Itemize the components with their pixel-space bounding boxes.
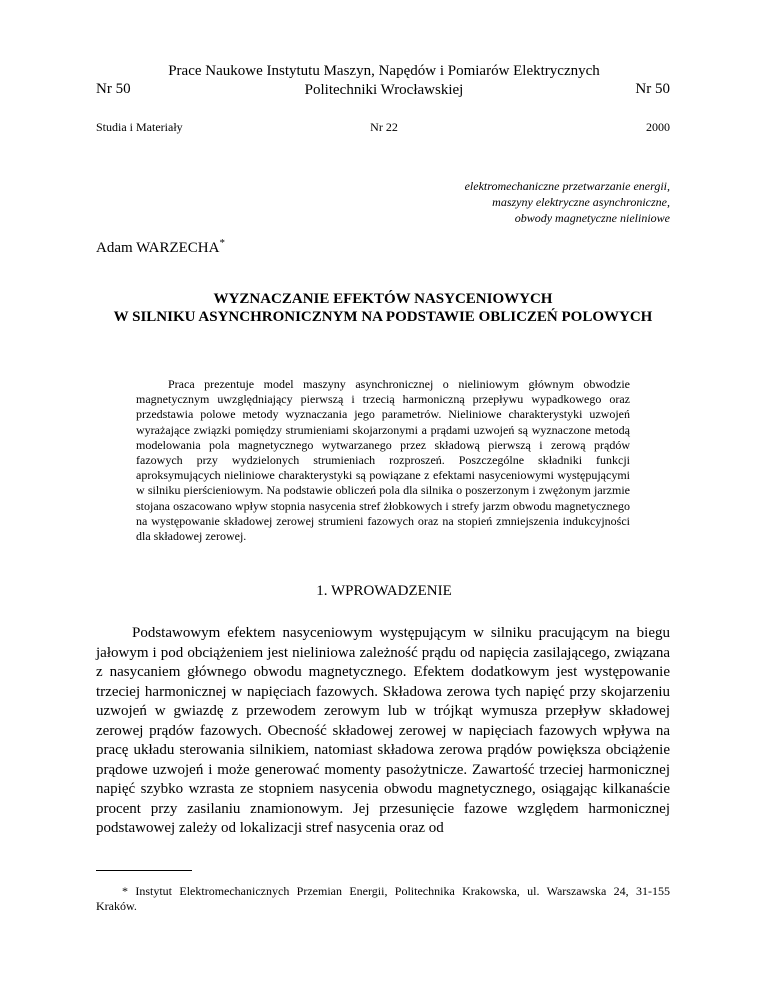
section-heading: 1. WPROWADZENIE [316, 583, 452, 599]
keyword-line: maszyny elektryczne asynchroniczne, [492, 195, 670, 209]
footnote: * Instytut Elektromechanicznych Przemian Energii, Politechnika Krakowska, ul. Warszawska 24, 31-155 Kraków. [96, 884, 670, 913]
series-issue: Nr 22 [370, 120, 398, 134]
footnote-divider [96, 870, 192, 871]
journal-title-line2: Politechniki Wrocławskiej [304, 82, 464, 98]
author-name: Adam WARZECHA [96, 240, 220, 256]
paper-title-line2: W SILNIKU ASYNCHRONICZNYM NA PODSTAWIE OBLICZEŃ POLOWYCH [113, 309, 653, 325]
body-paragraph: Podstawowym efektem nasyceniowym występującym w silniku pracującym na biegu jałowym i pod obciążeniem jest nieliniowa zależność prądu od napięcia zasilającego, związana z nasycaniem głównego obwodu magnetycznego. Efektem dodatkowym jest występowanie trzeciej harmonicznej w napięciach fazowych. Składowa zerowa tych napięć przy skojarzeniu uzwojeń w gwiazdę z przewodem zerowym lub w trójkąt wymusza przepływ składowej zerowej prądów fazowych. Obecność składowej zerowej w napięciach fazowych wpływa na pracę układu sterowania silnikiem, natomiast składowa zerowa prądów powiększa obciążenie prądowe uzwojeń i może generować momenty pasożytnicze. Zawartość trzeciej harmonicznej napięć szybko wzrasta ze stopniem nasycenia obwodu magnetycznego, osiągając kilkanaście procent przy zasilaniu znamionowym. Jej przesunięcie fazowe względem harmonicznej podstawowej zależy od lokalizacji stref nasycenia oraz od [96, 625, 670, 836]
header-issue-number-right: Nr 50 [635, 81, 670, 97]
paper-title-line1: WYZNACZANIE EFEKTÓW NASYCENIOWYCH [213, 291, 553, 307]
journal-title [150, 62, 618, 100]
publication-year: 2000 [646, 120, 670, 134]
header-issue-number-left: Nr 50 [96, 81, 131, 97]
keyword-line: elektromechaniczne przetwarzanie energii, [464, 179, 670, 193]
journal-title-line1: Prace Naukowe Instytutu Maszyn, Napędów i Pomiarów Elektrycznych [168, 63, 600, 79]
paper-title [96, 290, 670, 326]
keywords [270, 178, 670, 226]
author-footnote-mark: * [219, 237, 225, 249]
keyword-line: obwody magnetyczne nieliniowe [514, 211, 670, 225]
abstract: Praca prezentuje model maszyny asynchronicznej o nieliniowym głównym obwodzie magnetycznym uwzględniający pierwszą i trzecią harmoniczną przepływu wypadkowego oraz przedstawia polowe metody wyznaczania jego parametrów. Nieliniowe charakterystyki uzwojeń wyrażające związki pomiędzy strumieniami skojarzonymi a prądami uzwojeń są wyznaczone metodą modelowania pola magnetycznego wytwarzanego przez składową pierwszą i zerową prądów fazowych przy wydzielonych strumieniach rozproszeń. Poszczególne składniki funkcji aproksymujących nieliniowe charakterystyki są powiązane z efektami nasyceniowymi występującymi w silniku pierścieniowym. Na podstawie obliczeń pola dla silnika o poszerzonym i zwężonym jarzmie stojana oszacowano wpływ stopnia nasycenia stref żłobkowych i strefy jarzm obwodu magnetycznego na występowanie składowej zerowej strumieni fazowych oraz na stopień zmniejszenia indukcyjności dla składowej zerowej. [136, 377, 630, 544]
series-name: Studia i Materiały [96, 120, 183, 134]
author [96, 237, 225, 257]
